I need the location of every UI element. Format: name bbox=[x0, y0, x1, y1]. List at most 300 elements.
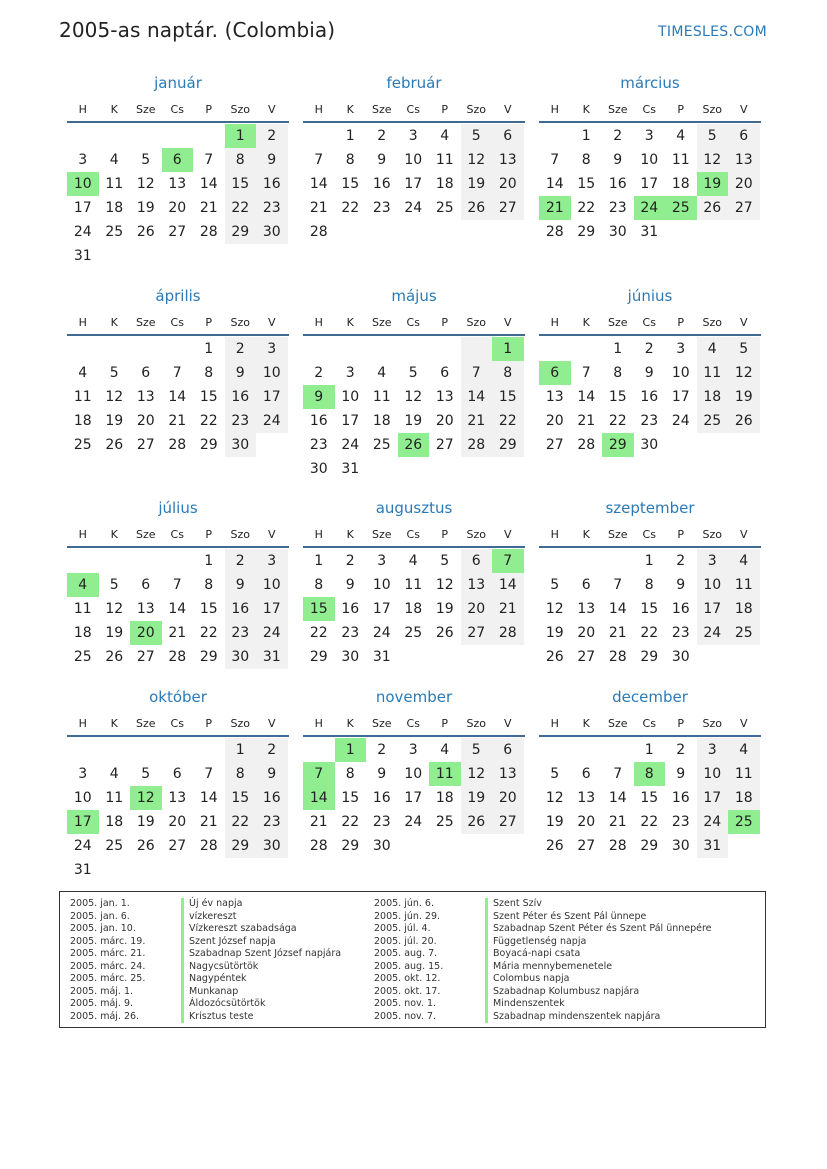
holiday-row bbox=[70, 1011, 341, 1024]
day-cell: 9 bbox=[225, 573, 257, 597]
day-cell: 2 bbox=[644, 341, 654, 357]
weekday-header bbox=[303, 712, 525, 737]
day-cell: 22 bbox=[199, 413, 218, 429]
day-cell: 10 bbox=[697, 573, 729, 597]
holiday-name: Szabadnap Szent József napjára bbox=[181, 948, 341, 961]
day-cell: 6 bbox=[461, 549, 493, 573]
empty-cell bbox=[162, 124, 194, 148]
weekday-label: Cs bbox=[642, 103, 656, 116]
weekday-label: K bbox=[582, 316, 590, 329]
day-cell: 17 bbox=[697, 786, 729, 810]
weekday-label: H bbox=[550, 717, 559, 730]
weekday-label: V bbox=[503, 103, 512, 116]
holiday-date: 2005. aug. 15. bbox=[374, 960, 444, 972]
holiday-row bbox=[70, 998, 341, 1011]
weekday-label: Szo bbox=[466, 528, 486, 541]
day-cell: 2 bbox=[345, 553, 355, 569]
holiday-day-cell: 24 bbox=[634, 196, 666, 220]
holiday-day-cell: 11 bbox=[429, 762, 461, 786]
day-cell: 16 bbox=[225, 597, 257, 621]
day-cell: 7 bbox=[613, 577, 623, 593]
day-cell: 25 bbox=[697, 409, 729, 433]
day-cell: 8 bbox=[613, 365, 623, 381]
empty-cell bbox=[366, 457, 398, 481]
empty-cell bbox=[539, 549, 571, 573]
day-cell: 24 bbox=[256, 409, 288, 433]
holiday-row bbox=[70, 973, 341, 986]
day-cell: 9 bbox=[225, 361, 257, 385]
day-cell: 12 bbox=[105, 389, 124, 405]
day-cell: 16 bbox=[256, 172, 288, 196]
day-cell: 12 bbox=[697, 148, 729, 172]
day-cell: 11 bbox=[372, 389, 391, 405]
day-cell: 28 bbox=[168, 437, 187, 453]
day-cell: 27 bbox=[168, 224, 187, 240]
day-cell: 27 bbox=[728, 196, 760, 220]
empty-cell bbox=[130, 124, 162, 148]
empty-cell bbox=[366, 337, 398, 361]
day-cell: 4 bbox=[440, 128, 450, 144]
day-cell: 17 bbox=[671, 389, 690, 405]
holiday-date: 2005. máj. 26. bbox=[70, 1010, 140, 1022]
day-cell: 30 bbox=[341, 649, 360, 665]
weekday-label: Cs bbox=[642, 528, 656, 541]
day-cell: 5 bbox=[109, 577, 119, 593]
month-1 bbox=[303, 73, 525, 244]
day-cell: 16 bbox=[341, 601, 360, 617]
weekday-label: P bbox=[205, 528, 213, 541]
day-cell: 28 bbox=[577, 437, 596, 453]
month-6 bbox=[67, 498, 289, 669]
day-cell: 18 bbox=[105, 814, 124, 830]
empty-cell bbox=[461, 834, 493, 858]
day-cell: 6 bbox=[141, 577, 151, 593]
day-cell: 10 bbox=[640, 152, 659, 168]
holiday-row bbox=[70, 911, 341, 924]
day-cell: 9 bbox=[644, 365, 654, 381]
holiday-name: Krisztus teste bbox=[181, 1011, 254, 1024]
holiday-row bbox=[374, 923, 712, 936]
empty-cell bbox=[429, 337, 461, 361]
empty-cell bbox=[728, 645, 760, 669]
day-cell: 22 bbox=[640, 814, 659, 830]
empty-cell bbox=[256, 858, 288, 882]
day-cell: 28 bbox=[199, 838, 218, 854]
empty-cell bbox=[162, 244, 194, 268]
day-cell: 23 bbox=[608, 200, 627, 216]
empty-cell bbox=[539, 124, 571, 148]
weekday-header bbox=[67, 712, 289, 737]
empty-cell bbox=[99, 124, 131, 148]
day-cell: 4 bbox=[728, 738, 760, 762]
day-cell: 14 bbox=[608, 601, 627, 617]
day-cell: 19 bbox=[545, 814, 564, 830]
empty-cell bbox=[492, 834, 524, 858]
day-cell: 29 bbox=[225, 834, 257, 858]
day-cell: 23 bbox=[256, 196, 288, 220]
weekday-label: Cs bbox=[170, 316, 184, 329]
day-cell: 26 bbox=[136, 838, 155, 854]
holiday-date: 2005. jan. 1. bbox=[70, 898, 130, 909]
day-cell: 8 bbox=[581, 152, 591, 168]
holiday-row bbox=[70, 923, 341, 936]
empty-cell bbox=[256, 433, 288, 457]
day-cell: 5 bbox=[461, 124, 493, 148]
day-cell: 11 bbox=[728, 573, 760, 597]
day-cell: 14 bbox=[577, 389, 596, 405]
day-cell: 23 bbox=[372, 814, 391, 830]
day-cell: 16 bbox=[309, 413, 328, 429]
day-cell: 3 bbox=[408, 128, 418, 144]
day-cell: 27 bbox=[492, 810, 524, 834]
weekday-label: V bbox=[267, 103, 276, 116]
weekday-label: K bbox=[110, 717, 118, 730]
weekday-label: H bbox=[550, 103, 559, 116]
weekday-label: Cs bbox=[406, 717, 420, 730]
day-cell: 28 bbox=[608, 838, 627, 854]
day-cell: 10 bbox=[404, 152, 423, 168]
empty-cell bbox=[99, 337, 131, 361]
day-cell: 7 bbox=[314, 152, 324, 168]
day-cell: 19 bbox=[728, 385, 760, 409]
empty-cell bbox=[335, 220, 367, 244]
weekday-header bbox=[67, 523, 289, 548]
weekday-label: Sze bbox=[371, 528, 392, 541]
day-cell: 20 bbox=[545, 413, 564, 429]
day-cell: 28 bbox=[168, 649, 187, 665]
day-cell: 3 bbox=[345, 365, 355, 381]
holiday-name: Boyacá-napi csata bbox=[485, 948, 580, 961]
weekday-header bbox=[303, 311, 525, 336]
day-cell: 31 bbox=[73, 862, 92, 878]
day-cell: 22 bbox=[608, 413, 627, 429]
weekday-label: Cs bbox=[642, 316, 656, 329]
empty-cell bbox=[162, 858, 194, 882]
holiday-date: 2005. jan. 6. bbox=[70, 910, 130, 922]
day-cell: 26 bbox=[697, 196, 729, 220]
day-cell: 15 bbox=[640, 790, 659, 806]
day-cell: 7 bbox=[204, 152, 214, 168]
day-cell: 11 bbox=[435, 152, 454, 168]
weekday-label: Cs bbox=[170, 717, 184, 730]
day-cell: 1 bbox=[204, 553, 214, 569]
weekday-label: H bbox=[314, 316, 323, 329]
day-cell: 1 bbox=[204, 341, 214, 357]
empty-cell bbox=[571, 549, 603, 573]
month-7 bbox=[303, 498, 525, 669]
day-cell: 21 bbox=[492, 597, 524, 621]
day-cell: 12 bbox=[136, 176, 155, 192]
day-cell: 11 bbox=[73, 389, 92, 405]
day-cell: 4 bbox=[109, 766, 119, 782]
day-grid bbox=[67, 738, 289, 882]
day-cell: 30 bbox=[256, 834, 288, 858]
day-cell: 29 bbox=[225, 220, 257, 244]
empty-cell bbox=[162, 738, 194, 762]
empty-cell bbox=[256, 244, 288, 268]
day-cell: 2 bbox=[377, 128, 387, 144]
empty-cell bbox=[398, 337, 430, 361]
empty-cell bbox=[130, 738, 162, 762]
day-cell: 24 bbox=[671, 413, 690, 429]
day-cell: 3 bbox=[256, 549, 288, 573]
day-cell: 6 bbox=[141, 365, 151, 381]
empty-cell bbox=[225, 244, 257, 268]
day-cell: 7 bbox=[204, 766, 214, 782]
day-cell: 30 bbox=[225, 433, 257, 457]
weekday-label: H bbox=[78, 316, 87, 329]
day-cell: 28 bbox=[199, 224, 218, 240]
day-cell: 26 bbox=[728, 409, 760, 433]
day-cell: 10 bbox=[256, 361, 288, 385]
holiday-name: Szent József napja bbox=[181, 936, 276, 949]
weekday-label: Sze bbox=[607, 316, 628, 329]
day-cell: 11 bbox=[728, 762, 760, 786]
day-cell: 14 bbox=[199, 176, 218, 192]
day-cell: 17 bbox=[640, 176, 659, 192]
day-cell: 3 bbox=[78, 152, 88, 168]
empty-cell bbox=[429, 457, 461, 481]
day-cell: 24 bbox=[697, 621, 729, 645]
day-cell: 26 bbox=[545, 838, 564, 854]
day-cell: 3 bbox=[697, 738, 729, 762]
day-cell: 3 bbox=[78, 766, 88, 782]
day-cell: 10 bbox=[404, 766, 423, 782]
holiday-name: Függetlenség napja bbox=[485, 936, 586, 949]
day-cell: 22 bbox=[492, 409, 524, 433]
day-cell: 21 bbox=[608, 625, 627, 641]
empty-cell bbox=[99, 549, 131, 573]
empty-cell bbox=[67, 738, 99, 762]
weekday-label: V bbox=[739, 528, 748, 541]
month-name: március bbox=[620, 74, 680, 92]
holiday-day-cell: 4 bbox=[67, 573, 99, 597]
day-cell: 25 bbox=[105, 224, 124, 240]
day-cell: 6 bbox=[581, 766, 591, 782]
day-cell: 11 bbox=[671, 152, 690, 168]
day-cell: 27 bbox=[545, 437, 564, 453]
day-cell: 28 bbox=[309, 838, 328, 854]
day-cell: 24 bbox=[404, 200, 423, 216]
day-cell: 22 bbox=[640, 625, 659, 641]
day-cell: 13 bbox=[577, 601, 596, 617]
empty-cell bbox=[665, 433, 697, 457]
day-cell: 27 bbox=[136, 649, 155, 665]
holiday-day-cell: 19 bbox=[697, 172, 729, 196]
day-cell: 22 bbox=[225, 196, 257, 220]
day-cell: 17 bbox=[697, 597, 729, 621]
holiday-name: Mária mennybemenetele bbox=[485, 961, 612, 974]
holiday-day-cell: 25 bbox=[728, 810, 760, 834]
day-cell: 20 bbox=[577, 814, 596, 830]
weekday-label: V bbox=[267, 717, 276, 730]
weekday-label: Szo bbox=[466, 717, 486, 730]
holiday-day-cell: 20 bbox=[130, 621, 162, 645]
empty-cell bbox=[303, 738, 335, 762]
weekday-label: Sze bbox=[135, 528, 156, 541]
day-cell: 4 bbox=[440, 742, 450, 758]
day-cell: 6 bbox=[492, 124, 524, 148]
empty-cell bbox=[99, 244, 131, 268]
day-cell: 9 bbox=[377, 152, 387, 168]
month-4 bbox=[303, 286, 525, 481]
day-grid bbox=[303, 124, 525, 244]
day-cell: 31 bbox=[640, 224, 659, 240]
day-cell: 5 bbox=[141, 152, 151, 168]
day-cell: 24 bbox=[404, 814, 423, 830]
weekday-header bbox=[303, 98, 525, 123]
empty-cell bbox=[429, 220, 461, 244]
day-cell: 31 bbox=[697, 834, 729, 858]
day-cell: 24 bbox=[372, 625, 391, 641]
empty-cell bbox=[429, 645, 461, 669]
day-cell: 30 bbox=[671, 838, 690, 854]
month-5 bbox=[539, 286, 761, 457]
holiday-date: 2005. aug. 7. bbox=[374, 948, 438, 959]
month-10 bbox=[303, 687, 525, 858]
empty-cell bbox=[193, 858, 225, 882]
day-cell: 23 bbox=[225, 409, 257, 433]
holiday-date: 2005. okt. 12. bbox=[374, 973, 441, 984]
weekday-label: P bbox=[441, 528, 449, 541]
day-cell: 13 bbox=[461, 573, 493, 597]
month-name: február bbox=[386, 74, 442, 92]
day-cell: 2 bbox=[225, 337, 257, 361]
day-grid bbox=[67, 337, 289, 457]
empty-cell bbox=[571, 738, 603, 762]
holiday-date: 2005. jún. 6. bbox=[374, 898, 435, 909]
day-cell: 20 bbox=[136, 413, 155, 429]
day-cell: 19 bbox=[136, 814, 155, 830]
day-cell: 22 bbox=[225, 810, 257, 834]
empty-cell bbox=[539, 337, 571, 361]
day-cell: 12 bbox=[461, 148, 493, 172]
empty-cell bbox=[398, 645, 430, 669]
day-cell: 31 bbox=[73, 248, 92, 264]
day-cell: 26 bbox=[461, 196, 493, 220]
month-name: október bbox=[149, 688, 207, 706]
empty-cell bbox=[67, 549, 99, 573]
day-cell: 7 bbox=[581, 365, 591, 381]
weekday-label: Cs bbox=[170, 528, 184, 541]
holiday-date: 2005. máj. 1. bbox=[70, 985, 134, 997]
holiday-day-cell: 9 bbox=[303, 385, 335, 409]
empty-cell bbox=[461, 337, 493, 361]
day-cell: 5 bbox=[550, 766, 560, 782]
day-cell: 5 bbox=[461, 738, 493, 762]
holiday-name: Colombus napja bbox=[485, 973, 570, 986]
empty-cell bbox=[429, 834, 461, 858]
day-cell: 1 bbox=[345, 128, 355, 144]
day-cell: 28 bbox=[461, 433, 493, 457]
day-cell: 23 bbox=[671, 625, 690, 641]
brand-link[interactable]: TIMESLES.COM bbox=[658, 24, 767, 40]
weekday-label: K bbox=[346, 528, 354, 541]
month-name: június bbox=[627, 287, 673, 305]
day-cell: 19 bbox=[545, 625, 564, 641]
day-cell: 7 bbox=[172, 365, 182, 381]
day-cell: 25 bbox=[73, 437, 92, 453]
day-cell: 4 bbox=[728, 549, 760, 573]
day-cell: 22 bbox=[341, 814, 360, 830]
day-cell: 27 bbox=[461, 621, 493, 645]
page-title: 2005-as naptár. (Colombia) bbox=[59, 18, 336, 42]
weekday-label: H bbox=[550, 316, 559, 329]
day-cell: 26 bbox=[461, 810, 493, 834]
day-cell: 20 bbox=[492, 786, 524, 810]
holiday-column-1 bbox=[70, 898, 341, 1023]
day-cell: 16 bbox=[372, 176, 391, 192]
month-9 bbox=[67, 687, 289, 882]
weekday-label: Cs bbox=[406, 103, 420, 116]
day-grid bbox=[303, 549, 525, 669]
weekday-label: Sze bbox=[607, 528, 628, 541]
weekday-label: K bbox=[582, 717, 590, 730]
day-cell: 10 bbox=[256, 573, 288, 597]
day-cell: 15 bbox=[225, 786, 257, 810]
weekday-label: V bbox=[267, 316, 276, 329]
day-cell: 8 bbox=[204, 365, 214, 381]
holiday-day-cell: 26 bbox=[398, 433, 430, 457]
day-cell: 2 bbox=[613, 128, 623, 144]
holiday-date: 2005. márc. 19. bbox=[70, 935, 146, 947]
day-cell: 13 bbox=[136, 601, 155, 617]
holiday-row bbox=[374, 998, 712, 1011]
day-cell: 11 bbox=[105, 176, 124, 192]
day-cell: 7 bbox=[172, 577, 182, 593]
weekday-label: H bbox=[314, 103, 323, 116]
holiday-name: Szent Péter és Szent Pál ünnepe bbox=[485, 911, 646, 924]
month-8 bbox=[539, 498, 761, 669]
day-grid bbox=[539, 124, 761, 244]
day-cell: 30 bbox=[640, 437, 659, 453]
day-cell: 21 bbox=[309, 814, 328, 830]
weekday-label: Szo bbox=[230, 717, 250, 730]
holiday-name: Nagypéntek bbox=[181, 973, 247, 986]
holiday-day-cell: 6 bbox=[539, 361, 571, 385]
day-grid bbox=[67, 124, 289, 268]
weekday-label: Sze bbox=[607, 717, 628, 730]
day-cell: 29 bbox=[199, 649, 218, 665]
day-cell: 25 bbox=[404, 625, 423, 641]
day-cell: 4 bbox=[676, 128, 686, 144]
day-cell: 14 bbox=[309, 176, 328, 192]
day-grid bbox=[539, 738, 761, 858]
day-cell: 30 bbox=[225, 645, 257, 669]
weekday-label: H bbox=[314, 717, 323, 730]
day-cell: 14 bbox=[461, 385, 493, 409]
holiday-day-cell: 8 bbox=[634, 762, 666, 786]
holiday-date: 2005. júl. 4. bbox=[374, 923, 431, 934]
weekday-label: K bbox=[346, 717, 354, 730]
holiday-date: 2005. jún. 29. bbox=[374, 910, 441, 922]
day-cell: 2 bbox=[256, 738, 288, 762]
day-cell: 8 bbox=[644, 577, 654, 593]
day-cell: 30 bbox=[671, 649, 690, 665]
day-cell: 5 bbox=[109, 365, 119, 381]
day-cell: 11 bbox=[73, 601, 92, 617]
weekday-label: K bbox=[582, 103, 590, 116]
day-cell: 15 bbox=[577, 176, 596, 192]
empty-cell bbox=[303, 124, 335, 148]
day-cell: 29 bbox=[640, 649, 659, 665]
weekday-label: K bbox=[346, 316, 354, 329]
weekday-label: K bbox=[582, 528, 590, 541]
holiday-name: Nagycsütörtök bbox=[181, 961, 258, 974]
empty-cell bbox=[99, 738, 131, 762]
day-cell: 30 bbox=[608, 224, 627, 240]
day-cell: 24 bbox=[697, 810, 729, 834]
